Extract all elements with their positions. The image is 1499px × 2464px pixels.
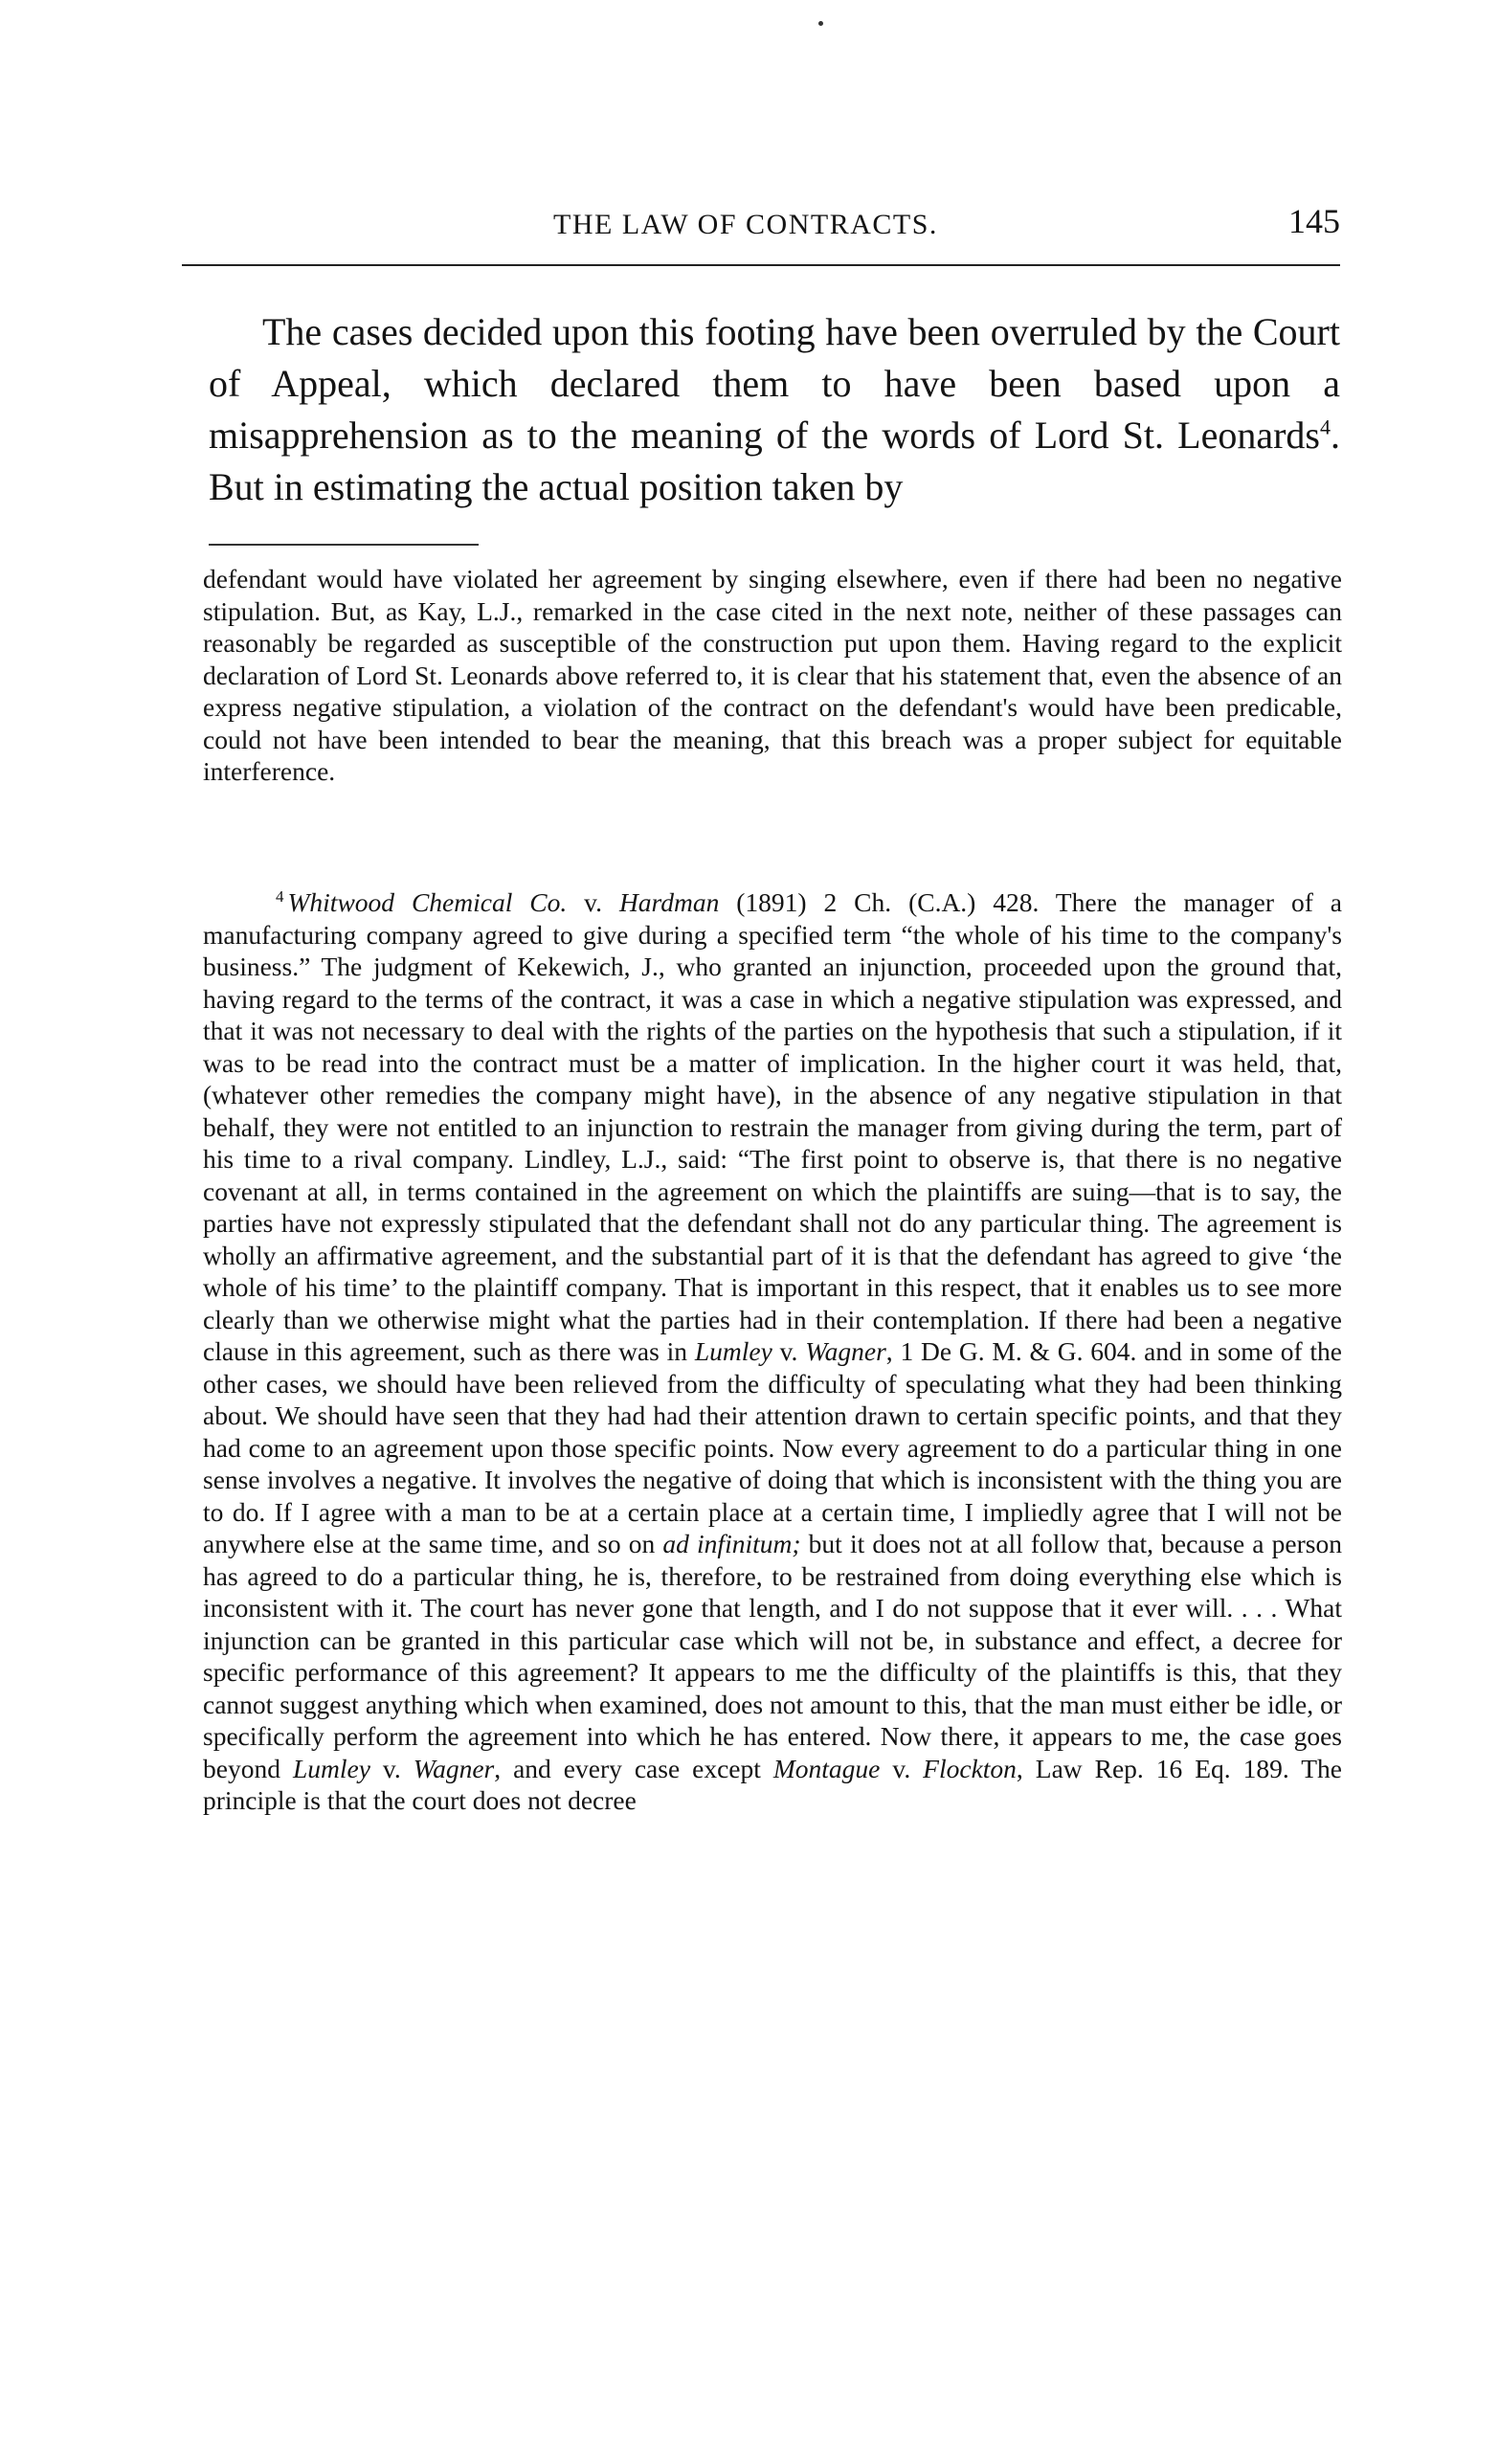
versus: v. bbox=[772, 1336, 806, 1366]
footnote-text: , 1 De G. M. & G. 604. and in some of the other cases, we should have been relieved from the difficulty of speculating what they had been thinking about. We should have seen that they had had their attention drawn to certain specific points, and that they had come to an agreement upon those specific points. Now every agreement to do a particular thing in one sense involves a negative. It involves the negative of doing that which is inconsistent with the thing you are to do. If I agree with a man to be at a certain place at a certain time, I impliedly agree that I will not be anywhere else at the same time, and so on bbox=[203, 1336, 1342, 1558]
footnote-text: but it does not at all follow that, because a person has agreed to do a particular thing, he is, therefore, to be restrained from doing everything else which is inconsistent with it. The court has never gone that length, and I do not suppose that it ever will. . . . What injunction can be granted in this particular case which will not be, in substance and effect, a decree for specific performance of this agreement? It appears to me the difficulty of the plaintiffs is this, that they cannot suggest anything which when examined, does not amount to this, that the man must either be idle, or specifically perform the agreement into which he has entered. Now there, it appears to me, the case goes beyond bbox=[203, 1529, 1342, 1783]
footnote-marker: 4 bbox=[276, 886, 284, 906]
main-paragraph bbox=[209, 306, 1340, 513]
latin-phrase: ad infinitum; bbox=[662, 1529, 801, 1558]
running-title: THE LAW OF CONTRACTS. bbox=[553, 209, 938, 240]
case-opponent: Hardman bbox=[618, 887, 720, 917]
main-paragraph-end: . But in estimating the actual position taken by bbox=[209, 414, 1340, 508]
main-paragraph-text: The cases decided upon this footing have been overruled by the Court of Appeal, which declared them to have been based upon a misapprehension as to the meaning of the words of Lord St. Leonards bbox=[209, 310, 1340, 457]
footnote-text: (1891) 2 Ch. (C.A.) 428. There the manager of a manufacturing company agreed to give during a specified term “the whole of his time to the company's business.” The judgment of Kekewich, J., who granted an injunction, proceeded upon the ground that, having regard to the terms of the contract, it was a case in which a negative stipulation was expressed, and that it was not necessary to deal with the rights of the parties on the hypothesis that such a stipulation, if it was to be read into the contract must be a matter of implication. In the higher court it was held, that, (whatever other remedies the company might have), in the absence of any negative stipulation in that behalf, they were not entitled to an injunction to restrain the manager from giving during the term, part of his time to a rival company. Lindley, L.J., said: “The first point to observe is, that there is no negative covenant at all, in terms contained in the agreement on which the plaintiffs are suing—that is to say, the parties have not expressly stipulated that the defendant shall not do any particular thing. The agreement is wholly an affirmative agreement, and the substantial part of it is that the defendant has agreed to give ‘the whole of his time’ to the plaintiff company. That is important in this respect, that it enables us to see more clearly than we otherwise might what the parties had in their contemplation. If there had been a negative clause in this agreement, such as there was in bbox=[203, 887, 1342, 1366]
header-rule bbox=[182, 264, 1340, 266]
case-name: Lumley bbox=[694, 1336, 772, 1366]
footnote-4 bbox=[203, 886, 1342, 1817]
case-name: Whitwood Chemical Co. bbox=[287, 887, 568, 917]
case-opponent: Wagner bbox=[413, 1753, 495, 1783]
case-opponent: Wagner bbox=[805, 1336, 886, 1366]
versus: v. bbox=[567, 887, 619, 917]
running-header bbox=[182, 201, 1340, 249]
footnote-reference: 4 bbox=[1320, 414, 1331, 439]
page-number: 145 bbox=[1288, 202, 1340, 240]
versus: v. bbox=[880, 1753, 924, 1783]
case-opponent: Flockton bbox=[923, 1753, 1017, 1783]
footnote-text: , and every case except bbox=[494, 1753, 773, 1783]
footnote-separator bbox=[209, 544, 479, 546]
versus: v. bbox=[369, 1753, 414, 1783]
case-name: Montague bbox=[772, 1753, 881, 1783]
case-name: Lumley bbox=[292, 1753, 370, 1783]
print-speck bbox=[818, 21, 823, 26]
footnote-continued: defendant would have violated her agreement by singing elsewhere, even if there had been no negative stipulation. But, as Kay, L.J., remarked in the case cited in the next note, neither of these passages can reasonably be regarded as susceptible of the construction put upon them. Having regard to the explicit declaration of Lord St. Leonards above referred to, it is clear that his statement that, even the absence of an express negative stipulation, a violation of the contract on the defendant's would have been predicable, could not have been intended to bear the meaning, that this breach was a proper subject for equitable interference. bbox=[203, 564, 1342, 786]
footnote-text: , Law Rep. 16 Eq. 189. The principle is that the court does not decree bbox=[203, 1753, 1342, 1815]
